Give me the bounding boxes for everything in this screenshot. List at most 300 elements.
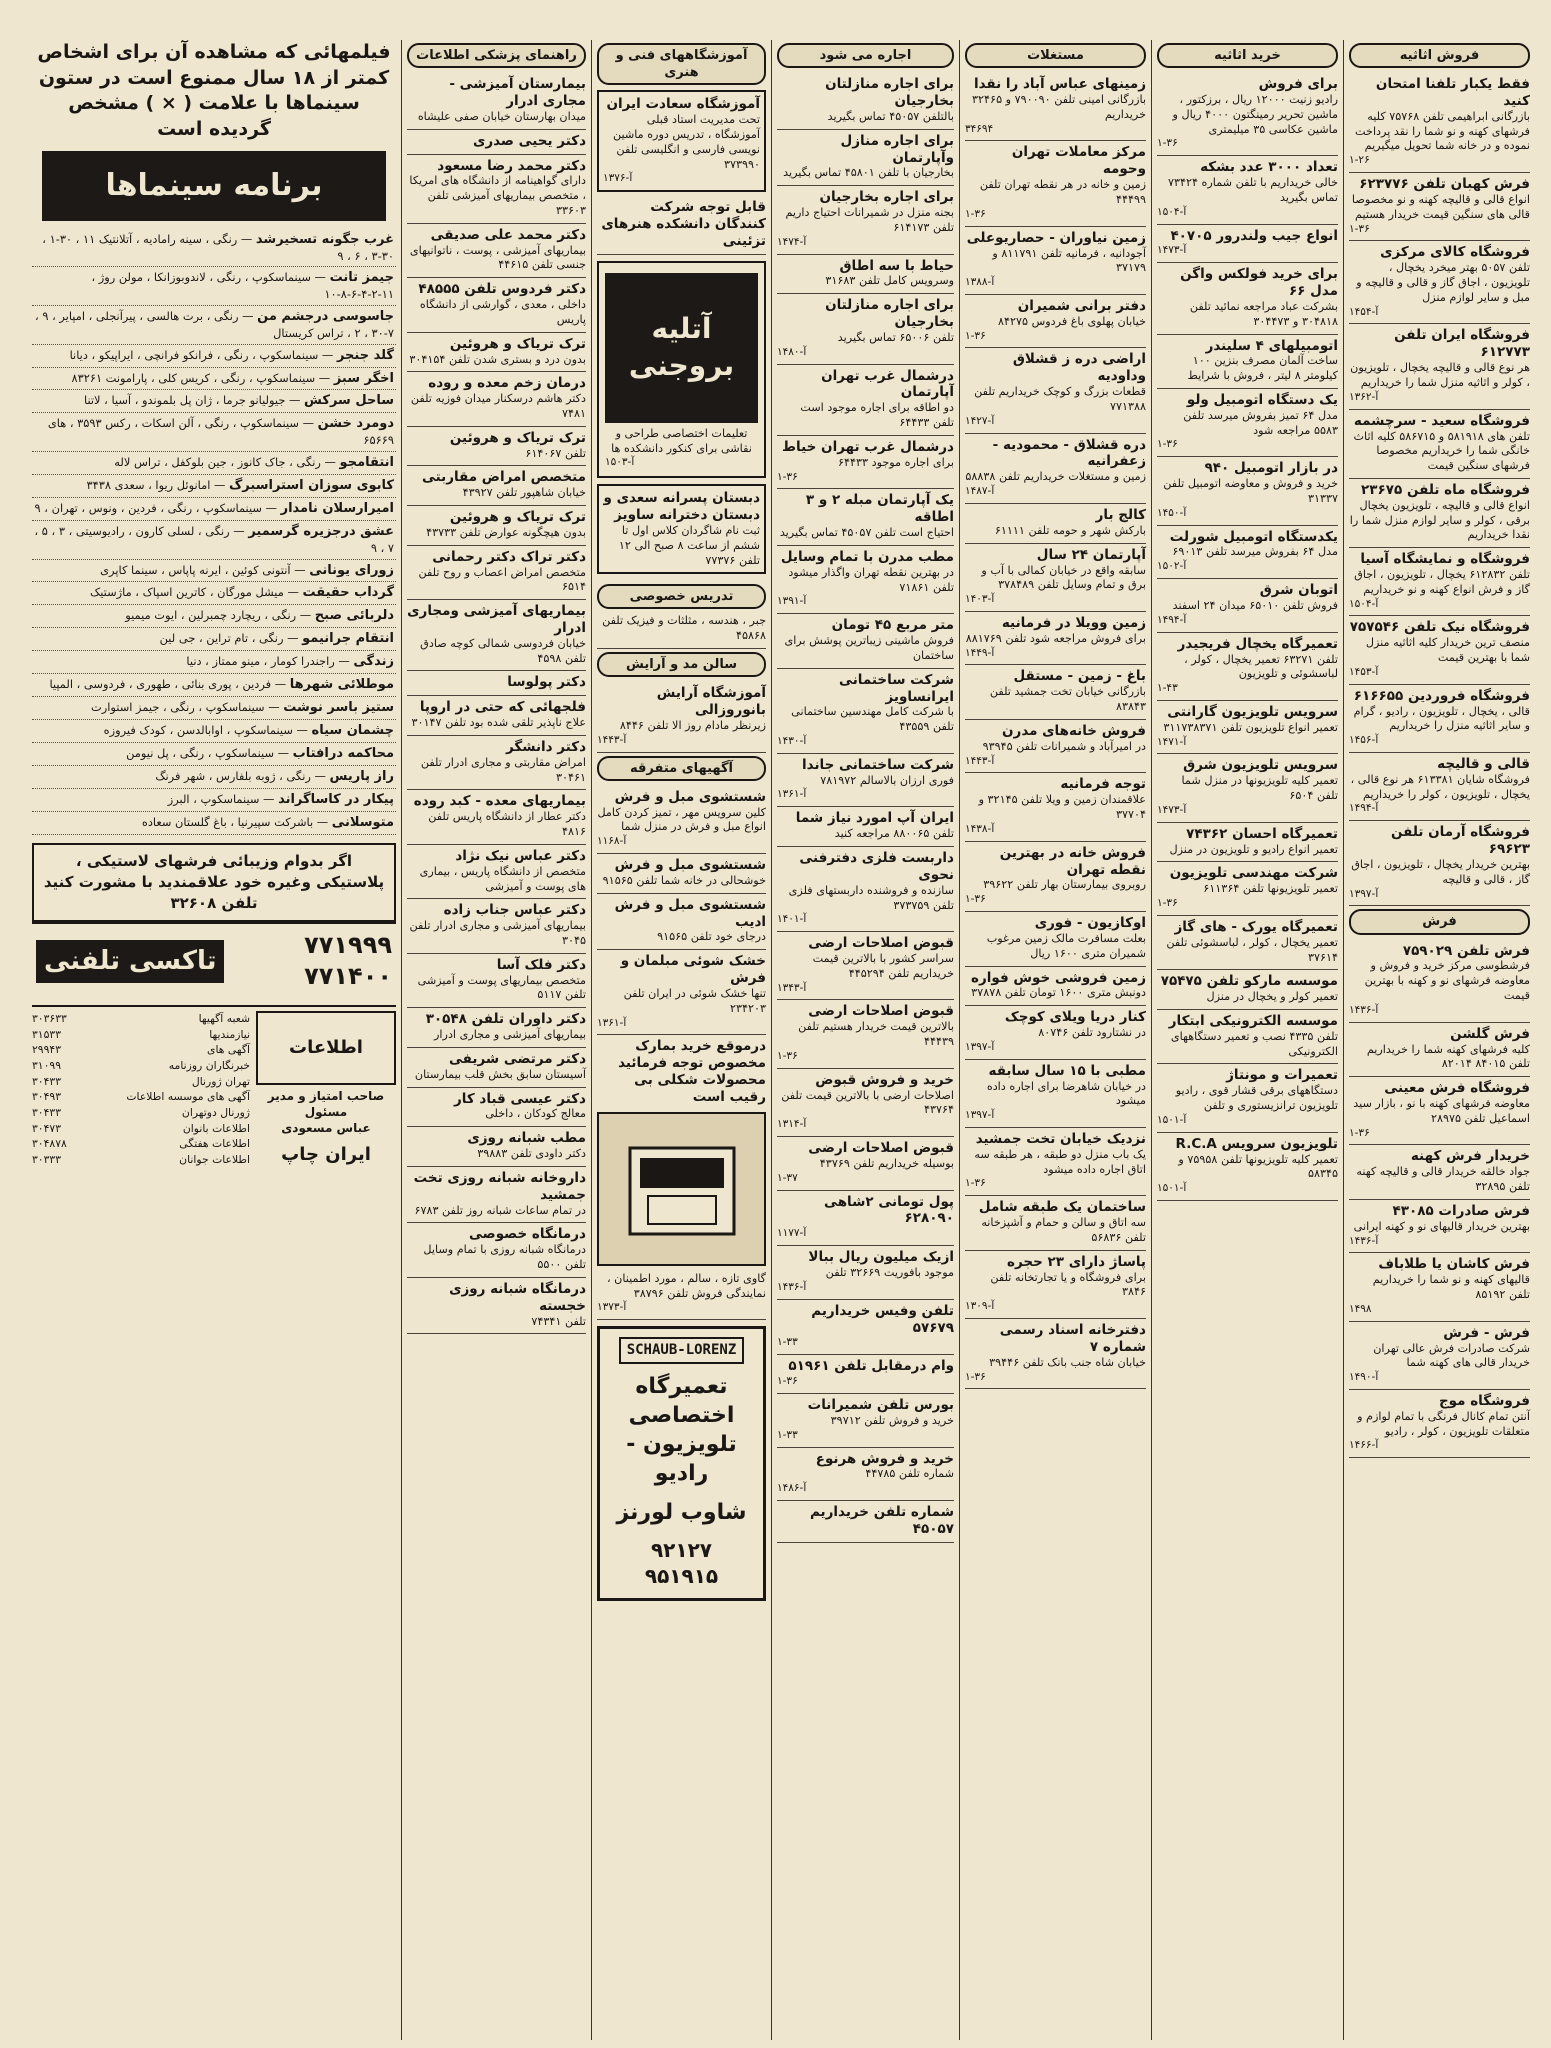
- film-details: سینماسکوپ ، رنگی ، کریس کلی ، پارامونت ۸۳۲۶۱: [71, 370, 316, 385]
- ad-body: بالتلفن ۴۵۰۵۷ تماس بگیرید: [827, 109, 954, 123]
- classified-ad: [965, 720, 1146, 774]
- classified-ad: [777, 186, 954, 254]
- ad-code: ۱۳۶۱-آ: [777, 788, 807, 801]
- ad-body: فوری ارزان بالاسالم ۷۸۱۹۷۲: [820, 773, 954, 787]
- ad-code: ۱-۳۶: [1157, 897, 1178, 910]
- classified-ad: [965, 1006, 1146, 1060]
- ad-body: ساخت آلمان مصرف بنزین ۱۰۰ کیلومتر ۸ لیتر ، فروش با شرایط: [1187, 354, 1338, 383]
- ad-body: بدون هیچگونه عوارض تلفن ۴۳۷۳۳: [426, 525, 586, 539]
- ad-body: تعمیر انواع رادیو و تلویزیون در منزل: [1169, 842, 1338, 856]
- ad-code: ۱۴۵۴-آ: [1349, 305, 1379, 318]
- column-sell-items: [1343, 40, 1535, 2040]
- film-details: رنگی ، ژوبه بلفارس ، شهر فرنگ: [155, 768, 311, 783]
- ad-body: بهترین خریدار یخچال ، تلویزیون ، اجاق گاز ، قالی و قالیچه: [1351, 858, 1530, 886]
- schaub-brand: SCHAUB-LORENZ: [619, 1337, 745, 1363]
- ad-code: ۱۴۲۷-آ: [965, 414, 995, 427]
- cinema-banner: برنامه سینماها: [42, 151, 386, 221]
- buy-ads-list: [1157, 73, 1338, 1201]
- ad-body: فروشگاه شایان ۶۱۳۳۸۱ هر نوع قالی ، یخچال ، تلویزیون ، کولر را خریداریم: [1350, 772, 1530, 801]
- classified-ad: [1157, 862, 1338, 916]
- film-details: رنگی ، ریچارد چمبرلین ، ایوت میمیو: [125, 608, 297, 623]
- ad-title: دکتر عباس جناب زاده: [443, 902, 586, 919]
- ad-body: با شرکت کامل مهندسین ساختمانی تلفن ۴۳۵۵۹: [791, 705, 954, 734]
- film-title: ساحل سرکش: [304, 393, 394, 409]
- ad-title: تعداد ۳۰۰۰ عدد بشکه: [1200, 159, 1338, 176]
- column-estate: [959, 40, 1151, 2040]
- classified-ad: [1349, 1253, 1530, 1321]
- carpet-ads-list: [1349, 940, 1530, 1459]
- ad-title: دکتر عباس نیک نژاد: [455, 847, 586, 864]
- ad-body: مدل ۶۴ تمیز بفروش میرسد تلفن ۵۵۸۳ مراجعه شود: [1183, 408, 1338, 437]
- contact-label: خبرنگاران روزنامه: [168, 1059, 250, 1073]
- ad-title: دفتر برانی شمیران: [1017, 297, 1146, 314]
- film-details: سینماسکوپ ، رنگی ، جیمز استوارت: [91, 700, 265, 715]
- ad-title: پاساژ دارای ۲۳ حجره: [1007, 1253, 1146, 1270]
- classified-ad: [965, 1060, 1146, 1128]
- contact-label: ژورنال دوتهران: [181, 1105, 250, 1119]
- ad-code: ۱-۳۶: [777, 1375, 798, 1388]
- ad-code: ۱۳۶۲-آ: [1349, 390, 1379, 403]
- ad-title: قبوض اصلاحات ارضی: [808, 1003, 954, 1020]
- ad-code: ۱۴۶۶-آ: [1349, 1439, 1379, 1452]
- ad-code: ۱۴۰۱-آ: [777, 913, 807, 926]
- contact-number: ۳۰۴۸۷۸: [32, 1137, 67, 1151]
- classified-ad: [407, 506, 586, 546]
- ad-title: فروشگاه ماه تلفن ۲۳۶۷۵: [1361, 481, 1530, 498]
- classified-ad: [1157, 1010, 1338, 1064]
- ad-body: هر نوع قالی و قالیچه یخچال ، تلویزیون ، کولر و اثاثیه منزل شما را خریداریم: [1350, 361, 1530, 390]
- contact-label: اطلاعات جوانان: [179, 1152, 250, 1166]
- ad-code: ۱۴۷۴-آ: [777, 235, 807, 248]
- classified-ad: [1349, 1077, 1530, 1145]
- ad-body: بدون درد و بستری شدن تلفن ۳۰۴۱۵۴: [409, 352, 586, 366]
- masthead-footer: [32, 1005, 396, 1167]
- ad-title: متخصص امراض مقاربتی: [421, 469, 586, 486]
- ad-title: دکتر داوران تلفن ۳۰۵۴۸: [425, 1011, 586, 1028]
- classified-ad: [407, 790, 586, 844]
- classified-ad: [965, 348, 1146, 433]
- ad-body: تعمیر یخچال ، کولر ، لباسشوئی تلفن ۳۷۶۱۴: [1166, 935, 1338, 964]
- ad-title: فروشگاه نیک تلفن ۷۵۷۵۴۶: [1349, 619, 1530, 636]
- classified-ad: [777, 1300, 954, 1356]
- ad-title: دکتر محمد علی صدیقی: [430, 226, 586, 243]
- classified-ad: [1157, 335, 1338, 389]
- ad-body: امراض مقاربتی و مجاری ادرار تلفن ۳۰۴۶۱: [420, 755, 586, 784]
- classified-ad: [1349, 324, 1530, 409]
- classified-ad: [1157, 970, 1338, 1010]
- ad-title: قالی و قالیچه: [1437, 755, 1530, 772]
- ad-code: ۱۴۷۳-آ: [1157, 803, 1187, 816]
- classified-ad: [407, 1088, 586, 1128]
- film-details: سینماسکوپ ، البرز: [167, 791, 260, 806]
- ad-title: برای اجاره منازلتان بخارجیان: [825, 76, 954, 110]
- classified-ad: [407, 1008, 586, 1048]
- classified-ad: [777, 1000, 954, 1068]
- taxi-ad: [32, 922, 396, 999]
- ad-body: موجود بافوریت ۳۲۶۶۹ تلفن: [825, 1266, 954, 1280]
- ad-body: اصلاحات ارضی با بالاترین قیمت تلفن ۴۳۷۶۴: [781, 1088, 954, 1117]
- ad-title: فروش خانه در بهترین نقطه تهران: [999, 844, 1146, 878]
- doctors-ads-list: [407, 73, 586, 1334]
- ad-code: ۱۴۳۶-آ: [777, 1280, 807, 1293]
- classified-ad: [407, 372, 586, 426]
- ad-title: تعمیرگاه یخچال فریجیدر: [1177, 635, 1338, 652]
- ad-title: موسسه مارکو تلفن ۷۵۴۷۵: [1160, 973, 1338, 990]
- ad-code: ۱۴۳۶-آ: [1349, 1234, 1379, 1247]
- ad-body: تلفن ۷۴۳۴۱: [531, 1314, 586, 1328]
- ad-code: ۱۴۵۰-آ: [1157, 506, 1187, 519]
- ad-code: ۱-۳۶: [965, 893, 986, 906]
- classified-ad: [1349, 753, 1530, 821]
- classified-ad: [1349, 410, 1530, 479]
- ad-title: مطبی با ۱۵ سال سابقه: [988, 1062, 1146, 1079]
- ad-title: فروشگاه فرش معینی: [1384, 1080, 1530, 1097]
- ad-body: خرید و فروش و معاوضه اتومبیل تلفن ۳۱۳۳۷: [1163, 477, 1338, 505]
- ad-body: تعمیر کلیه تلویزیونها در منزل شما تلفن ۶۵۰۴: [1181, 774, 1338, 803]
- film-title: گلد جنجر: [336, 347, 394, 363]
- film-details: سینماسکوپ ، رنگی ، آلن اسکات ، رکس ۳۵۹۳ ، های ۶۵۶۶۹: [47, 416, 394, 448]
- ad-title: فروشگاه ایران تلفن ۶۱۲۷۷۳: [1394, 327, 1530, 361]
- ad-title: داروخانه شبانه روزی تخت جمشید: [413, 1169, 586, 1203]
- cinema-headline: فیلمهائی که مشاهده آن برای اشخاص کمتر از ۱۸ سال ممنوع است در ستون سینماها با علامت ( × ) مشخص گردیده است: [37, 41, 391, 140]
- ad-body: دونبش متری ۱۶۰۰ تومان تلفن ۳۷۸۷۸: [971, 986, 1146, 1000]
- film-title: امیرارسلان نامدار: [280, 500, 394, 516]
- film-details: رنگی ، سینه رامادیه ، آتلانتیک ۱۱ ، ۳۰-۱ ، ۳۰-۳ ، ۶ ، ۹: [42, 231, 394, 263]
- ad-body: تلفن ۵۰۵۷ بهتر میخرد یخچال ، تلویزیون ، اجاق گاز و قالی و قالیچه و مبل و سایر لوازم منزل: [1356, 261, 1530, 304]
- ad-code: ۱۵۰۱-آ: [1157, 1182, 1187, 1195]
- ad-code: ۱-۳۶: [777, 470, 798, 483]
- laundry3-body: درجای خود تلفن ۹۱۵۶۵: [657, 930, 766, 944]
- contact-number: ۳۰۳۳۳: [32, 1152, 61, 1166]
- ad-body: خیابان شاهپور تلفن ۴۳۹۲۷: [462, 486, 586, 500]
- ad-code: ۱۳۹۷-آ: [1349, 887, 1379, 900]
- ad-body: متخصص بیماریهای پوست و آمیزشی تلفن ۵۱۱۷: [417, 973, 586, 1002]
- ad-body: رادیو زنیت ۱۲۰۰۰ ریال ، برزکتور ، ماشین تحریر رمینگتون ۴۰۰۰ ریال و ماشین عکاسی ۳۵ میلیمتری: [1172, 93, 1338, 136]
- classified-ad: [1349, 173, 1530, 241]
- ad-body: تلفن های ۵۸۱۹۱۸ و ۵۸۶۷۱۵ کلیه اثاث خانگی شما را خریداریم مخصوصا فرشهای سنگین قیمت: [1353, 429, 1530, 473]
- ad-title: فقط یکبار تلفنا امتحان کنید: [1375, 76, 1530, 110]
- ad-title: شرکت ساختمانی ایرانساویز: [839, 671, 954, 705]
- ad-body: برای اجاره موجود ۶۴۴۳۳: [837, 455, 954, 469]
- schaub-line-3: شاوب لورنز: [616, 1499, 747, 1525]
- ad-body: بهترین خریدار قالیهای نو و کهنه ایرانی: [1353, 1219, 1530, 1233]
- ad-title: بیماریهای معده - کبد روده: [413, 793, 586, 810]
- ad-title: پول تومانی ۲شاهی ۶۲۸۰۹۰: [824, 1193, 954, 1227]
- classified-ad: [965, 842, 1146, 912]
- classified-ad: [777, 436, 954, 490]
- ad-title: درمان زخم معده و روده: [428, 375, 586, 392]
- film-title: عشق درجزیره گرسمیر: [248, 523, 394, 539]
- ad-title: فلجهائی که حتی در اروپا: [419, 699, 586, 716]
- contact-label: اطلاعات هفتگی: [179, 1137, 250, 1151]
- ad-code: ۱-۳۶: [965, 207, 986, 220]
- classified-ad: [407, 954, 586, 1008]
- ad-title: درمانگاه شبانه روزی خجسته: [449, 1280, 586, 1314]
- ad-code: ۱۴۸۰-آ: [777, 345, 807, 358]
- classified-ad: [777, 1448, 954, 1502]
- ad-body: سازنده و فروشنده داربستهای فلزی تلفن ۳۷۳۷۵۹: [788, 883, 954, 912]
- classified-ad: [965, 1196, 1146, 1250]
- ad-body: تلفن ۶۱۲۸۳۲ یخچال ، تلویزیون ، اجاق گاز و فرش انواع کهنه و نو خریداریم: [1354, 567, 1530, 596]
- contact-number: ۲۹۹۴۳: [32, 1043, 61, 1057]
- ad-title: فروشگاه سعید - سرچشمه: [1353, 412, 1530, 429]
- film-title: دلربائی صبح: [314, 608, 394, 624]
- ad-body: سابقه واقع در خیابان کمالی با آب و برق و تمام وسایل تلفن ۳۷۸۴۸۹: [981, 563, 1146, 592]
- ad-body: فروش ماشینی زیباترین پوشش برای ساختمان: [784, 634, 954, 662]
- ad-title: فروشگاه آرمان تلفن ۶۹۶۲۳: [1391, 824, 1530, 858]
- ad-title: شرکت مهندسی تلویزیون: [1169, 865, 1338, 882]
- atelier-body: تعلیمات اختصاصی طراحی و نقاشی برای کنکور دانشکده ها: [611, 426, 752, 455]
- classified-ad: [965, 227, 1146, 295]
- taxi-phone-2: ۷۷۱۴۰۰: [304, 962, 392, 991]
- ad-code: ۱۳۹۱-آ: [777, 595, 807, 608]
- ad-body: معالج کودکان ، داخلی: [485, 1107, 586, 1121]
- ad-body: فروش تلفن ۶۵۰۱۰ میدان ۲۴ اسفند: [1172, 599, 1338, 612]
- laundry3-title: شستشوی مبل و فرش ادیب: [614, 896, 766, 930]
- schaub-line-1: تعمیرگاه اختصاصی: [628, 1373, 735, 1428]
- ad-title: فروشگاه و نمایشگاه آسیا: [1360, 551, 1530, 568]
- film-title: انتقام جرانیمو: [302, 631, 394, 647]
- classified-ad: [1157, 457, 1338, 525]
- classified-ad: [777, 73, 954, 130]
- ad-body: دستگاههای برقی قشار قوی ، رادیو تلویزیون ترانزیستوری و تلفن: [1175, 1084, 1338, 1113]
- ad-body: تلفن ۸۸۰۰۶۵ مراجعه کنید: [834, 827, 954, 841]
- ad-code: ۱۵۰۴-آ: [1157, 205, 1187, 218]
- ad-title: برای اجاره منازلتان بخارجیان: [825, 297, 954, 331]
- contact-row: [32, 1121, 250, 1137]
- contact-row: [32, 1027, 250, 1043]
- dry-clean-ad: [597, 950, 766, 1035]
- printer-name: ایران چاپ: [281, 1143, 371, 1165]
- ad-body: انواع قالی و قالیچه ، تلویزیون یخچال برقی ، کولر و سایر لوازم منزل شما را نقدا خریداریم: [1349, 498, 1530, 542]
- classified-ad: [407, 278, 586, 332]
- ad-title: ساختمان یک طبقه شامل: [978, 1199, 1146, 1216]
- ad-body: آسیستان سابق بخش قلب بیمارستان: [414, 1067, 586, 1081]
- ad-body: خالی خریداریم با تلفن شماره ۷۳۴۲۴ تماس بگیرید: [1167, 176, 1338, 204]
- ad-title: زمین نیاوران - حصاریوعلی: [966, 229, 1146, 246]
- film-title: پیکار در کاساگراند: [278, 791, 394, 807]
- laundry-ad-3: [597, 894, 766, 951]
- classified-ad: [407, 1127, 586, 1167]
- cinema-entry: اخگر سبز — سینماسکوپ ، رنگی ، کریس کلی ، پارامونت ۸۳۲۶۱: [32, 368, 396, 391]
- salon-ad: [597, 682, 766, 752]
- ad-body: تلفن ۶۱۴۰۶۷: [525, 446, 586, 460]
- classified-ad: [407, 130, 586, 155]
- ad-title: برای اجاره بخارجیان: [819, 189, 954, 206]
- classified-ad: [1157, 916, 1338, 970]
- gavi-body: گاوی تازه ، سالم ، مورد اطمینان ، نمایندگی فروش تلفن ۳۸۷۹۶: [606, 1271, 766, 1300]
- ad-title: شماره تلفن خریداریم ۴۵۰۵۷: [809, 1504, 954, 1537]
- classified-ad: [407, 696, 586, 736]
- ad-body: بخارجیان با تلفن ۴۵۸۰۱ تماس بگیرید: [783, 166, 954, 180]
- classified-ad: [777, 1394, 954, 1448]
- film-title: جیمز تانت: [329, 270, 394, 286]
- ad-title: وام درمقابل تلفن ۵۱۹۶۱: [788, 1358, 954, 1375]
- contact-label: نیازمندیها: [209, 1027, 250, 1041]
- classified-ad: [1157, 389, 1338, 457]
- ad-body: شماره تلفن ۴۴۷۸۵: [865, 1467, 954, 1481]
- ad-title: تلفن وفیس خریداریم ۵۷۶۷۹: [811, 1302, 954, 1336]
- ad-title: زمین فروشی خوش فواره: [971, 969, 1146, 986]
- ad-body: داخلی ، معدی ، گوارشی از دانشگاه پاریس: [419, 298, 586, 326]
- film-title: انتقامجو: [339, 455, 394, 471]
- ad-code: ۱-۳۶: [777, 1049, 798, 1062]
- ad-title: تعمیرگاه یورک - های گاز: [1174, 918, 1338, 935]
- classified-ad: [965, 544, 1146, 612]
- ad-title: دکتر دانشگر: [506, 739, 586, 755]
- classified-ad: [407, 1167, 586, 1224]
- section-header-sell: فروش اثاثیه: [1349, 43, 1530, 68]
- taxi-phones: [304, 930, 392, 993]
- ad-code: ۱-۳۶: [1349, 222, 1370, 235]
- ad-body: تعمیر تلویزیونها تلفن ۶۱۱۳۶۴: [1203, 882, 1338, 896]
- cinema-entry: جاسوسی درجشم من — رنگی ، برت هالسی ، پیرآنجلی ، امپایر ، ۹ ، ۷-۳۰ ، ۲ ، تراس کریستال: [32, 306, 396, 345]
- ad-title: بیمارستان آمیزشی - مجاری ادرار: [449, 76, 586, 110]
- film-title: راز پاریس: [329, 768, 394, 784]
- ad-body: دکتر داودی تلفن ۳۹۸۸۳: [477, 1147, 586, 1161]
- tutor-ad: [597, 578, 766, 649]
- ad-title: سرویس تلویزیون شرق: [1183, 757, 1338, 774]
- ad-title: دکتر مرتضی شریفی: [449, 1050, 586, 1067]
- ad-code: ۱۴۹۴-آ: [1349, 802, 1379, 815]
- ad-title: درمانگاه خصوصی: [469, 1226, 586, 1243]
- product-ad: [597, 1035, 766, 1320]
- ad-code: ۱۴۴۹-آ: [965, 646, 995, 659]
- ad-code: ۱-۳۶: [965, 329, 986, 342]
- cinema-entry: دلربائی صبح — رنگی ، ریچارد چمبرلین ، ایوت میمیو: [32, 605, 396, 628]
- contact-row: [32, 1011, 250, 1027]
- laundry-ad-1: [597, 786, 766, 854]
- ad-code: ۱۳۱۴-آ: [777, 1118, 807, 1131]
- tutor-body: جبر ، هندسه ، مثلثات و فیزیک تلفن ۴۵۸۶۸: [602, 614, 766, 643]
- laundry-ad-2: [597, 854, 766, 894]
- schaub-phone-1: ۹۲۱۲۷: [650, 1537, 713, 1562]
- classified-ad: [1157, 701, 1338, 755]
- atelier-ad: [597, 261, 766, 478]
- laundry2-body: خوشحالی در خانه شما تلفن ۹۱۵۶۵: [602, 873, 766, 887]
- ad-title: تعمیرگاه احسان ۷۴۳۶۲: [1186, 825, 1338, 842]
- ad-body: مدل ۶۴ بفروش میرسد تلفن ۶۹۰۱۳: [1172, 545, 1338, 559]
- cinema-entry: کابوی سوزان استراسبرگ — امانوئل ریوا ، سعدی ۳۴۳۸: [32, 475, 396, 498]
- ad-code: ۱۴۷۱-آ: [1157, 735, 1187, 748]
- classified-ad: [777, 1069, 954, 1137]
- ad-body: در تمام ساعات شبانه روز تلفن ۶۷۸۳: [414, 1203, 586, 1217]
- contact-row: [32, 1074, 250, 1090]
- ad-body: قطعات بزرگ و کوچک خریداریم تلفن ۷۷۱۳۸۸: [974, 385, 1146, 413]
- laundry2-title: شستشوی مبل و فرش: [614, 857, 766, 874]
- cinema-entry: ساحل سرکش — جیولیانو جرما ، ژان پل بلموندو ، آسیا ، لاتنا: [32, 390, 396, 413]
- ad-title: فروشگاه کالای مرکزی: [1380, 244, 1530, 261]
- classified-ad: [1157, 823, 1338, 863]
- ad-body: بشرکت عباد مراجعه نمائید تلفن ۳۰۴۸۱۸ و ۳۰۴۴۷۳: [1189, 300, 1338, 328]
- taxi-phone-1: ۷۷۱۹۹۹: [304, 930, 392, 959]
- contact-number: ۳۰۴۷۳: [32, 1121, 61, 1135]
- salon-body: زیرنظر مادام روز الا تلفن ۸۴۴۶: [619, 718, 766, 732]
- classified-ad: [407, 73, 586, 130]
- ad-body: قالی ، یخچال ، تلویزیون ، رادیو ، گرام و سایر اثاثیه منزل را خریداریم: [1353, 704, 1530, 733]
- film-title: زورای یونانی: [309, 562, 394, 578]
- cinema-entry: غرب جگونه تسخیرشد — رنگی ، سینه رامادیه ، آتلانتیک ۱۱ ، ۳۰-۱ ، ۳۰-۳ ، ۶ ، ۹: [32, 229, 396, 268]
- ad-body: بوسیله خریداریم تلفن ۴۳۷۶۹: [819, 1156, 954, 1170]
- contact-label: اطلاعات بانوان: [182, 1121, 250, 1135]
- classified-ad: [777, 1137, 954, 1191]
- contact-number: ۳۰۳۶۳۳: [32, 1012, 67, 1026]
- ad-title: دکتر محمد رضا مسعود: [437, 157, 586, 174]
- film-title: کابوی سوزان استراسبرگ: [229, 478, 394, 493]
- ad-code: ۱۳۹۷-آ: [965, 1109, 995, 1122]
- ad-title: متر مربع ۴۵ تومان: [831, 617, 954, 634]
- cinema-entry: راز پاریس — رنگی ، ژوبه بلفارس ، شهر فرنگ: [32, 766, 396, 789]
- ad-code: ۱۴۰۳-آ: [965, 593, 995, 606]
- ad-body: معاوضه فرشهای کهنه با نو ، بازار سید اسماعیل تلفن ۲۸۹۷۵: [1353, 1097, 1530, 1125]
- film-title: چشمان سیاه: [311, 723, 394, 739]
- ad-title: دره قشلاق - محمودیه - زعفرانیه: [992, 436, 1146, 470]
- film-details: رنگی ، جاک کانوز ، جین بلوکفل ، تراس لاله: [114, 455, 321, 470]
- ad-code: ۱۵۰۱-آ: [1157, 1113, 1187, 1126]
- ad-title: مرکز معاملات تهران وحومه: [1011, 144, 1146, 178]
- classified-ad: [965, 912, 1146, 966]
- classified-ad: [965, 295, 1146, 349]
- ad-title: دکتر فردوس تلفن ۴۸۵۵۵: [418, 281, 586, 298]
- section-header-doctors: راهنمای پزشکی اطلاعات: [407, 43, 586, 68]
- classified-ad: [777, 932, 954, 1000]
- ad-title: دفترخانه اسناد رسمی شماره ۷: [999, 1322, 1146, 1355]
- classified-ad: [1349, 1322, 1530, 1390]
- section-header-salon: سالن مد و آرایش: [597, 652, 766, 677]
- cinema-entry: جیمز تانت — سینماسکوپ ، رنگی ، لاندوبوزانکا ، مولن روژ ، ۱۱-۲-۴-۶-۸-۱۰: [32, 267, 396, 306]
- ad-title: فرش صادرات ۴۳۰۸۵: [1392, 1202, 1530, 1219]
- ad-body: بازرگانی ابراهیمی تلفن ۷۵۷۶۸ کلیه فرشهای کهنه و نو شما را نقد پرداخت نموده و در خانه شما تحویل میگیریم: [1355, 109, 1530, 153]
- manager-label: صاحب امتیاز و مدیر مسئول: [267, 1089, 385, 1119]
- ad-body: قالیهای کهنه و نو شما را خریداریم تلفن ۸۵۱۹۲: [1372, 1273, 1530, 1302]
- school-code: ۱۳۷۶-آ: [603, 172, 633, 185]
- gavi-code: ۱۳۷۳-آ: [597, 1301, 627, 1314]
- column-cinema: [27, 40, 401, 2040]
- laundry1-title: شستشوی مبل و فرش: [614, 788, 766, 805]
- film-details: سینماسکوپ ، رنگی ، فردین ، ونوس ، تهران ، ۹: [34, 500, 262, 515]
- ad-code: ۱۴۷۳-آ: [1157, 244, 1187, 257]
- ad-body: منصف ترین خریدار کلیه اثاثیه منزل شما با بهترین قیمت: [1365, 636, 1530, 665]
- ad-body: یک باب منزل دو طبقه ، هر طبقه سه اتاق اجاره داده میشود: [974, 1147, 1146, 1176]
- ad-body: در خیابان شاهرضا برای اجاره داده میشود: [986, 1079, 1146, 1108]
- cinema-entry: ستیز باسر نوشت — سینماسکوپ ، رنگی ، جیمز استوارت: [32, 697, 396, 720]
- classified-ad: [1349, 1023, 1530, 1077]
- classified-ad: [1349, 1200, 1530, 1254]
- ad-body: تعمیر انواع تلویزیون تلفن ۳۱۱۷۳۸۳۷۱: [1163, 720, 1338, 734]
- ad-body: دارای گواهینامه از دانشگاه های امریکا ، متخصص بیماریهای آمیزشی تلفن ۳۳۶۰۳: [409, 174, 586, 217]
- ad-title: اوکازیون - فوری: [1034, 915, 1146, 932]
- classified-ad: [1349, 548, 1530, 616]
- ad-title: فرش گلشن: [1450, 1025, 1530, 1042]
- ad-title: انواع جیب ولندرور ۴۰۷۰۵: [1170, 227, 1338, 244]
- ad-body: برای فروشگاه و یا تجارتخانه تلفن ۳۸۴۶: [990, 1270, 1146, 1299]
- ad-body: خیابان فردوسی شمالی کوچه صادق تلفن ۴۵۹۸: [420, 636, 586, 665]
- schaub-lorenz-ad: [597, 1326, 766, 1600]
- classified-ad: [407, 845, 586, 899]
- ad-body: تلفن ۶۳۲۷۱ تعمیر یخچال ، کولر ، لباسشوئی و تلویزیون: [1184, 652, 1338, 681]
- classified-ad: [1157, 156, 1338, 224]
- ad-title: کنار دریا ویلای کوچک: [1004, 1009, 1146, 1026]
- classified-ad: [407, 546, 586, 600]
- section-header-private: تدریس خصوصی: [597, 584, 766, 609]
- film-title: گرداب حقیقت: [302, 585, 394, 601]
- ad-body: در بهترین نقطه تهران واگذار میشود تلفن ۷۱۸۶۱: [788, 565, 954, 594]
- classified-ad: [965, 773, 1146, 841]
- girls-title: دبستان پسرانه سعدی و دبستان دخترانه ساویز: [603, 490, 760, 524]
- classified-ad: [777, 489, 954, 546]
- classified-ad: [1157, 526, 1338, 580]
- classified-ad: [965, 73, 1146, 141]
